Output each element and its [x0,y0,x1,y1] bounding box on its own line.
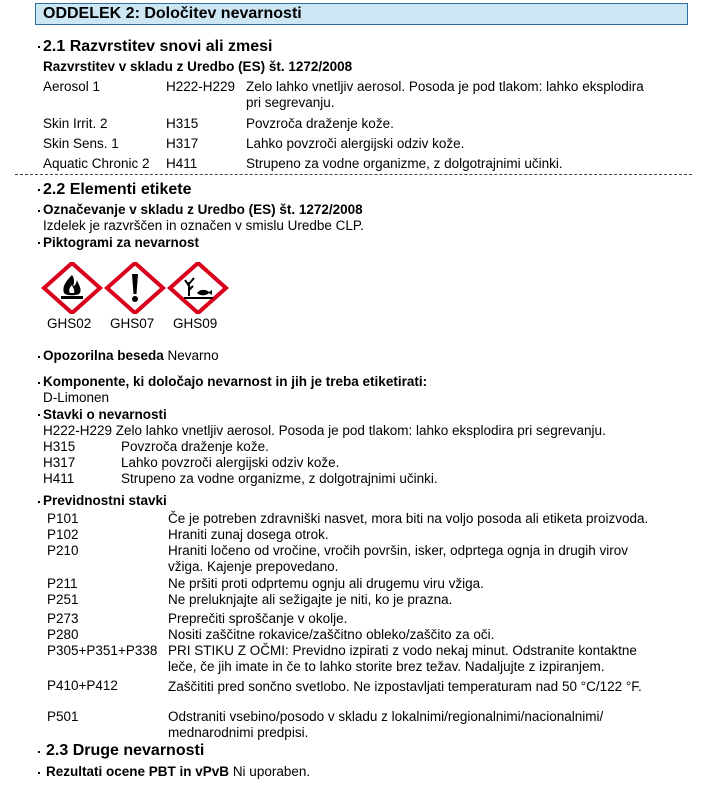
precaution-text: Če je potreben zdravniški nasvet, mora biti na voljo posoda ali etiketa proizvoda. [168,511,649,526]
hazard-statement-first: H222-H229 Zelo lahko vnetljiv aerosol. Posoda je pod tlakom: lahko eksplodira pri segrevanju. [43,423,606,438]
section-title: ODDELEK 2: Določitev nevarnosti [43,5,302,22]
hazard-text: Povzroča draženje kože. [121,439,269,454]
precaution-text: PRI STIKU Z OČMI: Previdno izpirati z vodo nekaj minut. Odstranite kontaktne [168,643,637,658]
precaution-code: P280 [47,627,79,642]
hazard-text: Strupeno za vodne organizme, z dolgotrajnimi učinki. [121,471,438,486]
bullet-dot [38,772,40,774]
pictograms-label: Piktogrami za nevarnost [43,235,200,250]
bullet-dot [38,356,40,358]
precaution-code: P410+P412 [47,678,118,693]
precaution-code: P501 [47,709,79,724]
environment-icon [167,262,229,314]
bullet-dot [38,189,40,191]
hazard-code: H315 [43,439,76,454]
precaution-text-cont: mednarodnimi predpisi. [168,725,309,740]
class-text: Lahko povzroči alergijski odziv kože. [246,136,465,151]
class-text: Zelo lahko vnetljiv aerosol. Posoda je pod tlakom: lahko eksplodira [246,79,644,94]
bullet-dot [38,210,40,212]
class-text: Strupeno za vodne organizme, z dolgotrajnimi učinki. [246,156,563,171]
class-name: Aerosol 1 [43,79,101,94]
precaution-code: P211 [47,576,78,591]
pictogram-code-ghs09: GHS09 [173,316,218,331]
class-code: H317 [166,136,199,151]
pictogram-code-ghs07: GHS07 [110,316,155,331]
precaution-code: P210 [47,543,79,558]
class-text-cont: pri segrevanju. [246,95,335,110]
precaution-text-cont: leče, če jih imate in če to lahko storite brez težav. Nadaljujte z izpiranjem. [168,659,605,674]
precaution-text: Hraniti zunaj dosega otrok. [168,527,329,542]
section-divider [15,174,692,175]
heading-2-2: 2.2 Elementi etikete [43,181,192,198]
exclamation-icon [104,262,166,314]
labelling-subheading: Označevanje v skladu z Uredbo (ES) št. 1272/2008 [43,202,363,217]
heading-2-3: 2.3 Druge nevarnosti [46,742,205,759]
signal-word-line [43,348,219,363]
class-name: Aquatic Chronic 2 [43,156,150,171]
precaution-text: Ne preluknjajte ali sežigajte je niti, ko je prazna. [168,592,453,607]
bullet-dot [38,414,40,416]
hazard-code: H317 [43,455,76,470]
bullet-dot [38,501,40,503]
precaution-code: P251 [47,592,79,607]
bullet-dot [38,242,40,244]
flame-icon [41,262,103,314]
precaution-code: P273 [47,611,79,626]
precautionary-statements-label: Previdnostni stavki [43,493,167,508]
hazard-text: Lahko povzroči alergijski odziv kože. [121,455,340,470]
class-code: H222-H229 [166,79,236,94]
bullet-dot [38,751,40,753]
precaution-code: P305+P351+P338 [47,643,158,658]
precaution-text: Odstraniti vsebino/posodo v skladu z lokalnimi/regionalnimi/nacionalnimi/ [168,709,604,724]
precaution-text-cont: vžiga. Kajenje prepovedano. [168,559,339,574]
class-code: H315 [166,116,199,131]
pbt-line [46,764,310,779]
signal-word-label: Opozorilna beseda [43,348,164,363]
precaution-text: Ne pršiti proti odprtemu ognju ali drugemu viru vžiga. [168,576,484,591]
precaution-text: Hraniti ločeno od vročine, vročih površin, isker, odprtega ognja in drugih virov [168,543,628,558]
components-value: D-Limonen [43,390,110,405]
signal-word-value: Nevarno [167,348,219,363]
precaution-text: Zaščititi pred sončno svetlobo. Ne izpostavljati temperaturam nad 50 °C/122 °F. [168,679,642,694]
classification-subheading: Razvrstitev v skladu z Uredbo (ES) št. 1272/2008 [43,59,353,74]
components-label: Komponente, ki določajo nevarnost in jih je treba etiketirati: [43,374,428,389]
class-name: Skin Irrit. 2 [43,116,108,131]
pbt-value: Ni uporaben. [232,764,311,779]
heading-2-1: 2.1 Razvrstitev snovi ali zmesi [43,38,273,55]
pbt-label: Rezultati ocene PBT in vPvB [46,764,230,779]
hazard-code: H411 [43,471,75,486]
class-name: Skin Sens. 1 [43,136,119,151]
hazard-statements-label: Stavki o nevarnosti [43,407,167,422]
class-text: Povzroča draženje kože. [246,116,394,131]
bullet-dot [38,382,40,384]
clp-note: Izdelek je razvrščen in označen v smislu Uredbe CLP. [43,218,364,233]
precaution-text: Preprečiti sproščanje v okolje. [168,611,348,626]
precaution-text: Nositi zaščitne rokavice/zaščitno obleko/zaščito za oči. [168,627,495,642]
bullet-dot [38,46,40,48]
pictogram-code-ghs02: GHS02 [47,316,92,331]
class-code: H411 [166,156,198,171]
precaution-code: P102 [47,527,79,542]
precaution-code: P101 [47,511,79,526]
